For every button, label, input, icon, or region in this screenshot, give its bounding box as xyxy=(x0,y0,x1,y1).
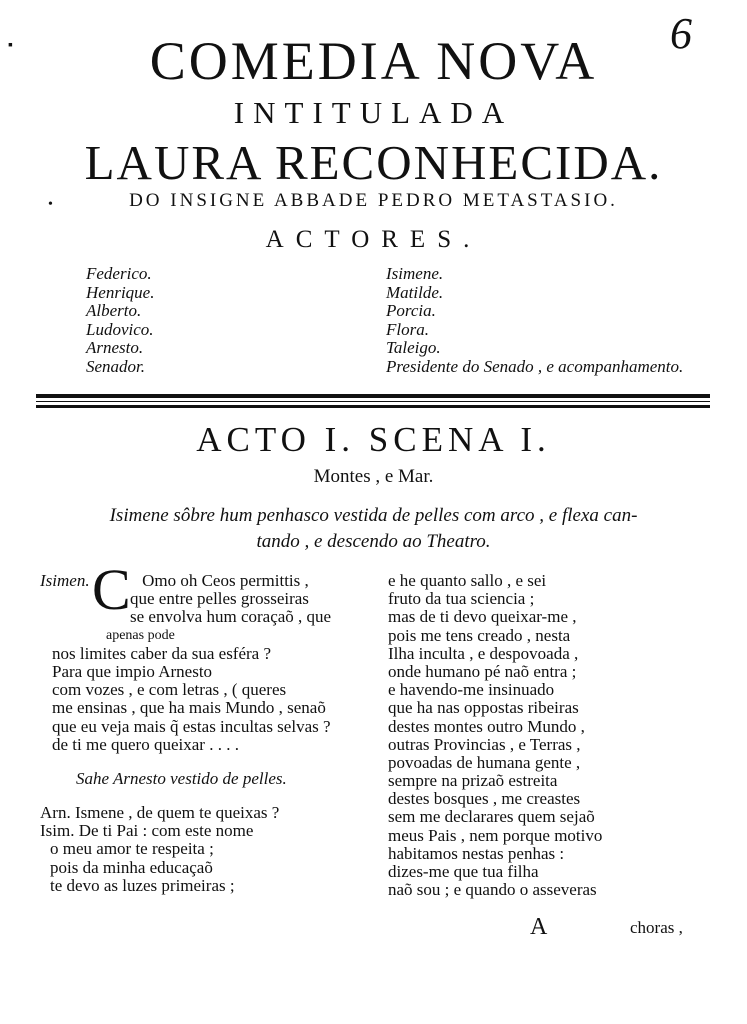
verse-line: Para que impio Arnesto xyxy=(52,661,213,681)
actores-heading: ACTORES. xyxy=(265,226,482,253)
cast-name: Flora. xyxy=(386,319,429,339)
verse-line xyxy=(40,572,331,590)
verse-line: pois me tens creado , nesta xyxy=(388,625,571,645)
verse-line: mas de ti devo queixar-me , xyxy=(388,607,577,627)
ornamental-rule xyxy=(36,405,710,408)
verse-line: apenas pode xyxy=(106,627,175,643)
verse-line: dizes-me que tua filha xyxy=(388,862,539,881)
verse-line: onde humano pé naõ entra ; xyxy=(388,661,577,681)
verse-line: povoadas de humana gente , xyxy=(388,752,581,772)
cast-name: Senador. xyxy=(86,356,146,376)
dialogue-line: o meu amor te respeita ; xyxy=(50,839,214,859)
verse-text: Omo oh Ceos permittis , xyxy=(142,571,309,590)
title-line-2: INTITULADA xyxy=(233,95,514,130)
cast-name: Arnesto. xyxy=(86,338,144,357)
verse-line: meus Pais , nem porque motivo xyxy=(388,825,603,845)
cast-name: Taleigo. xyxy=(386,338,441,357)
cast-list-right xyxy=(386,265,683,376)
verse-line: destes montes outro Mundo , xyxy=(388,716,585,736)
verse-line: que eu veja mais q̃ estas incultas selvas ? xyxy=(52,716,331,736)
page-number: 6 xyxy=(670,9,692,58)
verse-line: Ilha inculta , e despovoada , xyxy=(388,643,579,663)
dialogue-line: pois da minha educaçaõ xyxy=(50,857,213,877)
verse-line: outras Provincias , e Terras , xyxy=(388,734,581,754)
cast-name: Henrique. xyxy=(86,282,155,302)
verse-line: e havendo-me insinuado xyxy=(388,680,555,700)
verse-line: nos limites caber da sua esféra ? xyxy=(52,643,272,663)
scene-setting: Montes , e Mar. xyxy=(313,466,434,487)
title-line-3: LAURA RECONHECIDA. xyxy=(84,135,663,190)
cast-name: Porcia. xyxy=(386,301,436,320)
cast-name: Isimene. xyxy=(386,264,444,283)
dialogue-line: Arn. Ismene , de quem te queixas ? xyxy=(40,803,280,823)
cast-name: Federico. xyxy=(86,264,152,283)
cast-list-left xyxy=(86,265,154,376)
verse-line: fruto da tua sciencia ; xyxy=(388,589,535,609)
author-line: DO INSIGNE ABBADE PEDRO METASTASIO. xyxy=(129,190,618,211)
right-text-column xyxy=(388,572,602,899)
verse-line: destes bosques , me creastes xyxy=(388,789,581,809)
cast-name: Matilde. xyxy=(386,282,444,302)
dialogue-line: Isim. De ti Pai : com este nome xyxy=(40,821,254,841)
verse-line: se envolva hum coraçaõ , que xyxy=(130,607,332,627)
verse-line: que entre pelles grosseiras xyxy=(130,589,309,609)
verse-line: e he quanto sallo , e sei xyxy=(388,571,547,590)
stage-direction-line: Isimene sôbre hum penhasco vestida de pelles com arco , e flexa can- xyxy=(109,505,638,526)
dialogue-line: te devo as luzes primeiras ; xyxy=(50,875,235,895)
verse-line: me ensinas , que ha mais Mundo , senaõ xyxy=(52,698,326,718)
drop-cap: C xyxy=(92,557,131,622)
signature-mark: A xyxy=(530,914,548,940)
left-text-column xyxy=(40,572,331,895)
stage-direction-line: tando , e descendo ao Theatro. xyxy=(256,531,491,552)
cast-name: Presidente do Senado , e acompanhamento. xyxy=(386,356,684,376)
catchword: choras , xyxy=(630,918,683,937)
verse-line: naõ sou ; e quando o asseveras xyxy=(388,880,597,900)
stage-direction: Sahe Arnesto vestido de pelles. xyxy=(76,768,287,788)
cast-name: Ludovico. xyxy=(86,319,154,339)
ornamental-rule xyxy=(36,401,710,402)
verse-line: que ha nas oppostas ribeiras xyxy=(388,698,579,718)
stage-direction xyxy=(0,503,747,555)
margin-mark: • xyxy=(48,197,53,212)
verse-line: sem me declarares quem sejaõ xyxy=(388,807,595,827)
act-heading: ACTO I. SCENA I. xyxy=(196,420,551,459)
cast-name: Alberto. xyxy=(86,301,142,320)
speaker-name: Isimen. xyxy=(40,571,90,590)
verse-line: habitamos nestas penhas : xyxy=(388,843,565,863)
verse-line: sempre na prizaõ estreita xyxy=(388,771,558,791)
verse-line: com vozes , e com letras , ( queres xyxy=(52,680,287,700)
ornamental-rule xyxy=(36,394,710,398)
margin-mark: ▪ xyxy=(8,38,13,53)
verse-line: de ti me quero queixar . . . . xyxy=(52,734,239,754)
title-line-1: COMEDIA NOVA xyxy=(149,31,598,91)
